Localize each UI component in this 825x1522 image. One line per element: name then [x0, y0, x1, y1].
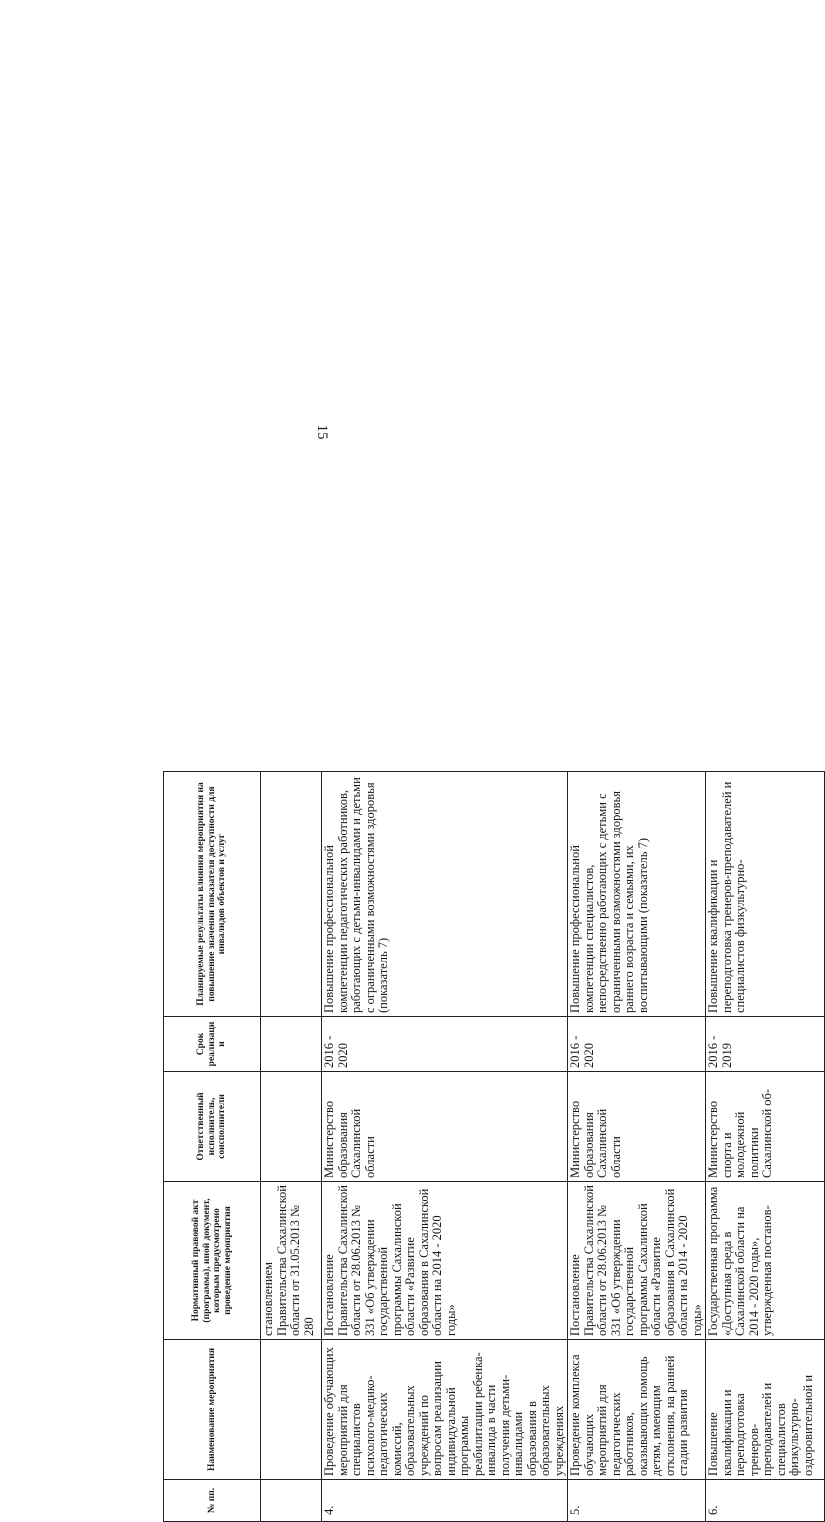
row-result: Повышение квалификации и переподготовка тренеров-преподавателей и специалистов физкультурно- [706, 772, 825, 1017]
row-executor: Министерство спорта и молодежной политики Сахалинской об- [706, 1072, 825, 1182]
row-result: Повышение профессиональной компетенции педагогических работников, работающих с детьми-инвалидами и детьми с ограниченными возможностями здоровья (показатель 7) [322, 772, 568, 1017]
row-result [261, 772, 322, 1017]
row-measure-name [261, 1340, 322, 1480]
row-executor: Министерство образования Сахалинской области [322, 1072, 568, 1182]
header-legal-act: Нормативный правовой акт (программа), иной документ, которым предусмотрено проведение мероприятия [164, 1182, 261, 1340]
row-term: 2016 - 2019 [706, 1017, 825, 1072]
table-header-row [164, 772, 261, 1522]
table-row [322, 772, 568, 1522]
header-executor: Ответственный исполнитель, соисполнители [164, 1072, 261, 1182]
row-legal-act: Государственная программа «Доступная среда в Сахалинской области на 2014 - 2020 годы», утвержденная постанов- [706, 1182, 825, 1340]
row-executor: Министерство образования Сахалинской области [568, 1072, 706, 1182]
row-number: 4. [322, 1480, 568, 1522]
header-number: № пп. [164, 1480, 261, 1522]
header-result: Планируемые результаты влияния мероприятия на повышение значения показателя доступности для инвалидов объектов и услуг [164, 772, 261, 1017]
table-row [568, 772, 706, 1522]
row-executor [261, 1072, 322, 1182]
header-term: Срок реализации [164, 1017, 261, 1072]
row-term [261, 1017, 322, 1072]
accessibility-measures-table [163, 771, 825, 1522]
page-number: 15 [314, 424, 330, 440]
row-measure-name: Повышение квалификации и переподготовка тренеров-преподавателей и специалистов физкультурно-оздоровительной и [706, 1340, 825, 1480]
row-legal-act: Постановление Правительства Сахалинской области от 28.06.2013 № 331 «Об утверждении государственной программы Сахалинской области «Развитие образования в Сахалинской области на 2014 - 2020 годы» [322, 1182, 568, 1340]
row-measure-name: Проведение комплекса обучающих мероприятий для педагогических работников, оказывающих помощь детям, имеющим отклонения, на ранней стадии развития [568, 1340, 706, 1480]
row-legal-act: Постановление Правительства Сахалинской области от 28.06.2013 № 331 «Об утверждении государственной программы Сахалинской области «Развитие образования в Сахалинской области на 2014 - 2020 годы» [568, 1182, 706, 1340]
row-term: 2016 - 2020 [568, 1017, 706, 1072]
row-number [261, 1480, 322, 1522]
row-number: 5. [568, 1480, 706, 1522]
row-measure-name: Проведение обучающих мероприятий для специалистов психолого-медико-педагогических комиссий, образовательных учреждений по вопросам реализации индивидуальной программы реабилитации ребенка-инвалида в части получения детьми-инвалидами образования в образовательных учреждениях [322, 1340, 568, 1480]
row-term: 2016 - 2020 [322, 1017, 568, 1072]
table-row [261, 772, 322, 1522]
row-legal-act: становлением Правительства Сахалинской области от 31.05.2013 № 280 [261, 1182, 322, 1340]
rotated-page-content [163, 772, 815, 1522]
header-measure-name: Наименование мероприятия [164, 1340, 261, 1480]
table-row [706, 772, 825, 1522]
row-number: 6. [706, 1480, 825, 1522]
row-result: Повышение профессиональной компетенции специалистов, непосредственно работающих с детьми с ограниченными возможностями здоровья раннего возраста и семьями, их воспитывающими (показатель 7) [568, 772, 706, 1017]
